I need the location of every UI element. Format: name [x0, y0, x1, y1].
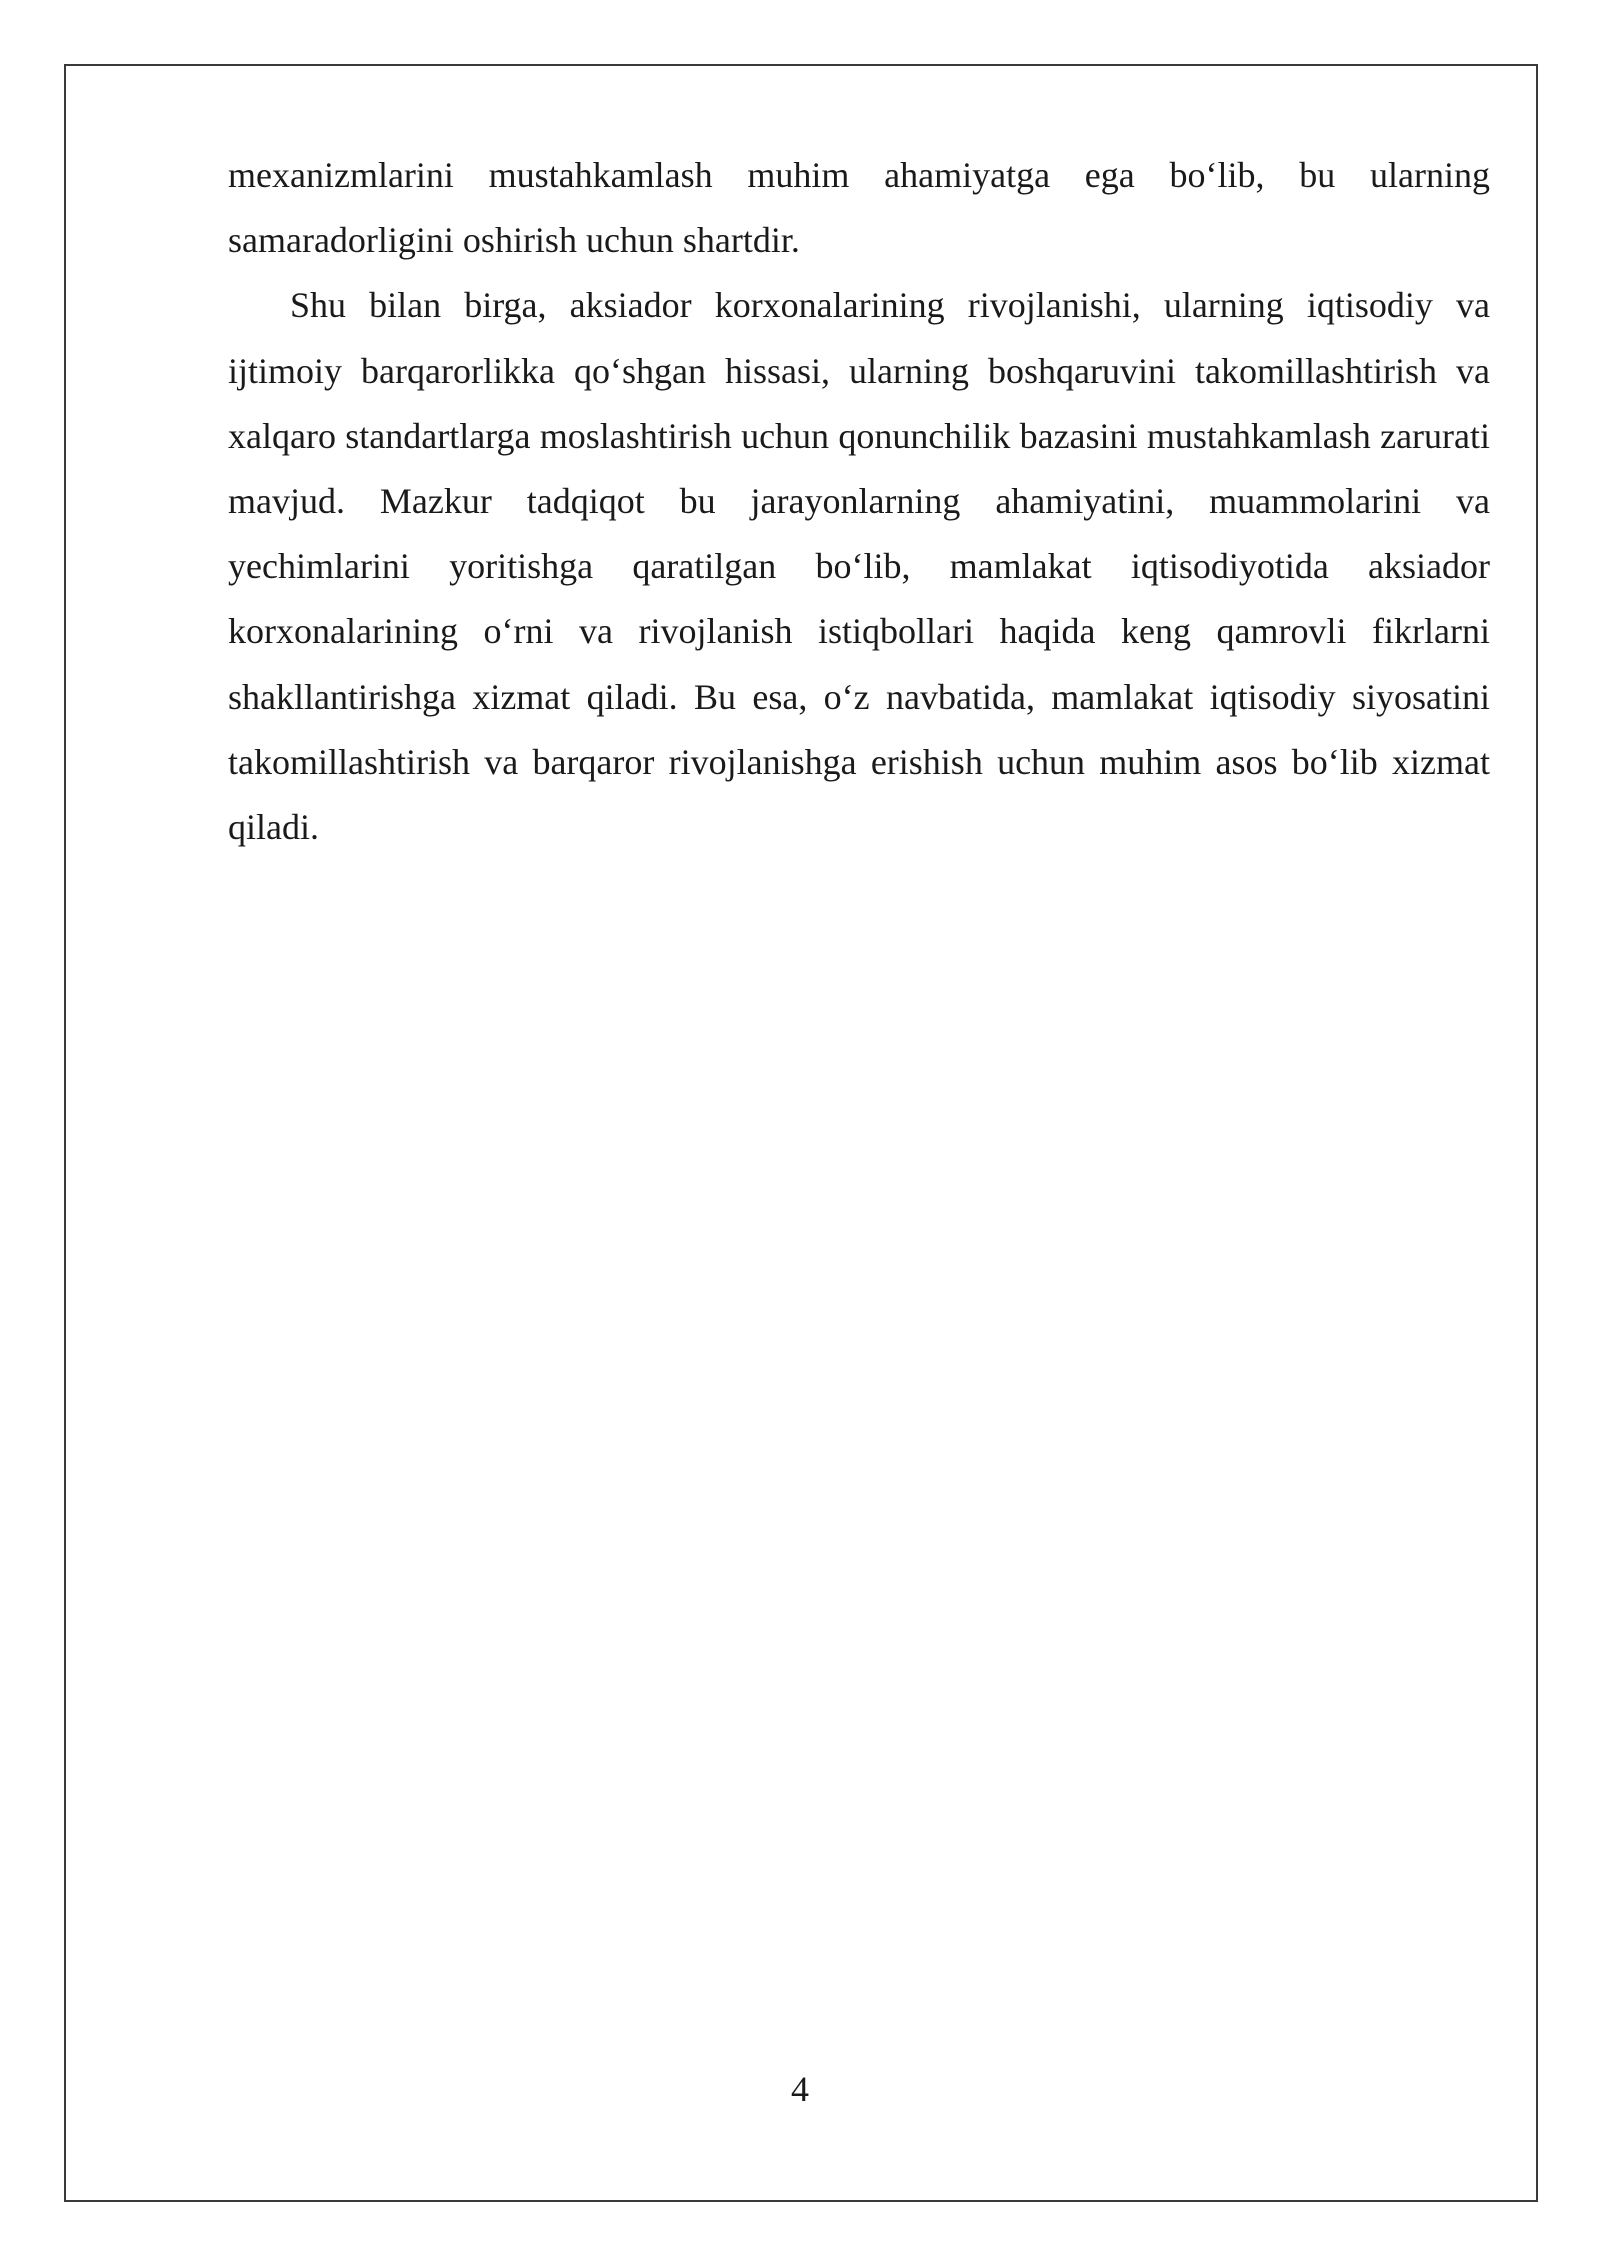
body-text: [228, 143, 1490, 860]
page-number: 4: [791, 2069, 809, 2109]
paragraph-continuation: mexanizmlarini mustahkamlash muhim ahamiyatga ega bo‘lib, bu ularning samaradorligini oshirish uchun shartdir.: [228, 155, 1490, 261]
paragraph-main: Shu bilan birga, aksiador korxonalarining rivojlanishi, ularning iqtisodiy va ijtimoiy barqarorlikka qo‘shgan hissasi, ularning boshqaruvini takomillashtirish va xalqaro standartlarga moslashtirish uchun qonunchilik bazasini mustahkamlash zarurati mavjud. Mazkur tadqiqot bu jarayonlarning ahamiyatini, muammolarini va yechimlarini yoritishga qaratilgan bo‘lib, mamlakat iqtisodiyotida aksiador korxonalarining o‘rni va rivojlanish istiqbollari haqida keng qamrovli fikrlarni shakllantirishga xizmat qiladi. Bu esa, o‘z navbatida, mamlakat iqtisodiy siyosatini takomillashtirish va barqaror rivojlanishga erishish uchun muhim asos bo‘lib xizmat qiladi.: [228, 285, 1490, 848]
